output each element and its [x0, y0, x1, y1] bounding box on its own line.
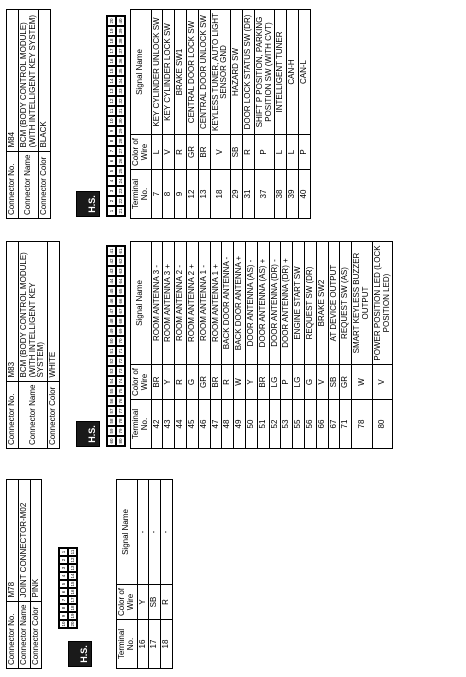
terminal-no: 17	[149, 620, 161, 669]
terminal-no: 49	[234, 400, 246, 449]
signal-name: HAZARD SW	[231, 10, 243, 135]
label-connector-color: Connector Color	[30, 601, 42, 668]
wire-color: SB	[231, 135, 243, 170]
connector-pin: 69	[116, 326, 125, 336]
connector-pin: 48	[107, 316, 116, 326]
signal-name: ROOM ANTENNA 1 +	[210, 242, 222, 365]
connector-pin: 71	[116, 346, 125, 356]
wire-color: V	[163, 135, 175, 170]
connector-pin: 4	[59, 572, 68, 580]
table-row	[352, 242, 373, 449]
connector-pin: 3	[107, 186, 116, 196]
signal-name: ROOM ANTENNA 2 -	[175, 242, 187, 365]
connector-pin: 3	[59, 564, 68, 572]
signal-name: BACK DOOR ANTENNA +	[234, 242, 246, 365]
wire-color: W	[234, 365, 246, 400]
connector-pin: 28	[116, 136, 125, 146]
connector-pin: 25	[116, 166, 125, 176]
terminal-no: 40	[298, 170, 310, 219]
wire-color: L	[287, 135, 299, 170]
connector-pin: 17	[70, 597, 75, 603]
connector-pin: 20	[107, 16, 116, 26]
connector-pin: 65	[116, 286, 125, 296]
wire-color: R	[161, 585, 173, 620]
table-row	[293, 242, 305, 449]
table-row	[175, 242, 187, 449]
connector-pin: 53	[107, 366, 116, 376]
connector-pin: 68	[116, 316, 125, 326]
terminal-no: 71	[340, 400, 352, 449]
wire-color: V	[210, 135, 231, 170]
connector-pin: 10	[61, 621, 66, 627]
terminal-no: 66	[316, 400, 328, 449]
table-row	[340, 242, 352, 449]
table-row	[175, 10, 187, 219]
terminal-no: 51	[257, 400, 269, 449]
connector-pin: 60	[107, 436, 116, 446]
wire-color: GR	[186, 135, 198, 170]
connector-pin: 57	[107, 406, 116, 416]
table-row	[316, 242, 328, 449]
connector-pin: 52	[107, 356, 116, 366]
signal-name: DOOR ANTENNA (AS) +	[257, 242, 269, 365]
connector-header-table	[6, 241, 60, 449]
table-row	[234, 242, 246, 449]
col-signal-name: Signal Name	[117, 480, 138, 585]
connector-pin: 32	[116, 96, 125, 106]
signal-name: DOOR LOCK STATUS SW (DR)	[242, 10, 254, 135]
connector-pin: 26	[116, 156, 125, 166]
wire-color: L	[151, 135, 163, 170]
connector-pin-face	[58, 547, 78, 629]
signal-name: CAN-H	[287, 10, 299, 135]
connector-pin: 76	[116, 396, 125, 406]
table-row	[198, 242, 210, 449]
connector-pin: 63	[116, 266, 125, 276]
connector-no: M83	[7, 242, 19, 382]
connector-pin: 19	[70, 613, 75, 619]
connector-pin: 13	[70, 565, 75, 571]
wire-color: SB	[328, 365, 340, 400]
terminal-no: 8	[163, 170, 175, 219]
signal-name: POWER POSITION LED (LOCK POSITION LED)	[372, 242, 393, 365]
table-row	[372, 242, 393, 449]
connector-pin: 33	[116, 86, 125, 96]
terminal-no: 52	[269, 400, 281, 449]
hs-label: H.S.	[87, 425, 97, 443]
signal-name: BRAKE SW1	[175, 10, 187, 135]
label-connector-name: Connector Name	[18, 151, 39, 218]
signal-name: REQUEST SW (AS)	[340, 242, 352, 365]
hs-label: H.S.	[79, 645, 89, 663]
connector-pin: 12	[107, 96, 116, 106]
connector-pin: 16	[107, 56, 116, 66]
connector-pin: 4	[107, 176, 116, 186]
harness-side-icon	[76, 421, 100, 447]
connector-pin: 9	[59, 612, 68, 620]
connector-pin: 7	[59, 596, 68, 604]
table-row	[210, 10, 231, 219]
connector-header-table	[6, 479, 42, 669]
connector-pin: 17	[107, 46, 116, 56]
label-connector-name: Connector Name	[18, 381, 47, 448]
connector-pin: 44	[107, 276, 116, 286]
table-row	[198, 10, 210, 219]
table-row	[163, 10, 175, 219]
wire-color: Y	[163, 365, 175, 400]
table-row	[222, 242, 234, 449]
connector-pin: 50	[107, 336, 116, 346]
table-row	[328, 242, 340, 449]
connector-pin: 37	[116, 46, 125, 56]
table-row	[245, 242, 257, 449]
label-connector-no: Connector No.	[7, 601, 19, 668]
connector-color: BLACK	[39, 10, 51, 152]
table-row	[275, 10, 287, 219]
wire-color: LG	[293, 365, 305, 400]
connector-pin: 40	[116, 16, 125, 26]
wire-color: LG	[269, 365, 281, 400]
connector-pin-face	[106, 15, 126, 217]
connector-pin: 19	[107, 26, 116, 36]
terminal-no: 56	[304, 400, 316, 449]
signal-name: KEYLESS TUNER, AUTO LIGHT SENSOR GND	[210, 10, 231, 135]
wire-color: V	[372, 365, 393, 400]
connector-pin: 27	[116, 146, 125, 156]
signal-name: KEY CYLINDER LOCK SW	[163, 10, 175, 135]
wire-color: R	[242, 135, 254, 170]
terminal-no: 45	[186, 400, 198, 449]
connector-pin: 77	[116, 406, 125, 416]
wire-color: P	[254, 135, 275, 170]
connector-pin-face	[106, 245, 126, 447]
connector-pin: 35	[116, 66, 125, 76]
connector-pin: 55	[107, 386, 116, 396]
terminal-no: 46	[198, 400, 210, 449]
hs-label: H.S.	[87, 195, 97, 213]
terminal-no: 12	[186, 170, 198, 219]
connector-pin: 58	[107, 416, 116, 426]
connector-pin: 80	[116, 436, 125, 446]
terminal-no: 38	[275, 170, 287, 219]
connector-pin: 12	[70, 557, 75, 563]
terminal-no: 44	[175, 400, 187, 449]
signal-name: DOOR ANTENNA (DR) +	[281, 242, 293, 365]
wire-color: BR	[210, 365, 222, 400]
connector-pin: 38	[116, 36, 125, 46]
connector-pin: 64	[116, 276, 125, 286]
table-row	[257, 242, 269, 449]
wire-color: P	[281, 365, 293, 400]
connector-pin: 13	[107, 86, 116, 96]
connector-pin: 5	[59, 580, 68, 588]
label-connector-no: Connector No.	[7, 381, 19, 448]
connector-pin: 56	[107, 396, 116, 406]
signal-name: ROOM ANTENNA 2 +	[186, 242, 198, 365]
connector-color: WHITE	[48, 242, 60, 382]
connector-pin: 23	[116, 186, 125, 196]
signal-name: BRAKE SW2	[316, 242, 328, 365]
connector-pin: 30	[116, 116, 125, 126]
label-connector-color: Connector Color	[39, 151, 51, 218]
connector-pin: 22	[116, 196, 125, 206]
terminal-no: 13	[198, 170, 210, 219]
connector-pin: 21	[116, 206, 125, 216]
signal-name: ROOM ANTENNA 3 +	[163, 242, 175, 365]
terminal-no: 37	[254, 170, 275, 219]
wire-color: GR	[340, 365, 352, 400]
terminal-no: 43	[163, 400, 175, 449]
connector-pin: 6	[107, 156, 116, 166]
connector-pin: 67	[116, 306, 125, 316]
connector-pin: 31	[116, 106, 125, 116]
terminal-no: 48	[222, 400, 234, 449]
table-row	[161, 480, 173, 669]
connector-pin: 18	[107, 36, 116, 46]
connector-pin: 16	[70, 589, 75, 595]
terminal-table	[116, 479, 173, 669]
terminal-no: 7	[151, 170, 163, 219]
wire-color: R	[175, 135, 187, 170]
connector-pin: 51	[107, 346, 116, 356]
signal-name: REQUEST SW (DR)	[304, 242, 316, 365]
signal-name: SHIFT P POSITION, PARKING POSITION SW (WITH CVT)	[254, 10, 275, 135]
signal-name: CENTRAL DOOR UNLOCK SW	[198, 10, 210, 135]
terminal-no: 80	[372, 400, 393, 449]
connector-pin: 70	[116, 336, 125, 346]
col-wire-color: Color of Wire	[131, 135, 152, 170]
col-terminal-no: Terminal No.	[131, 170, 152, 219]
wire-color: Y	[137, 585, 149, 620]
terminal-table	[130, 241, 393, 449]
col-terminal-no: Terminal No.	[131, 400, 152, 449]
connector-pin: 15	[70, 581, 75, 587]
connector-pin: 15	[107, 66, 116, 76]
terminal-no: 39	[287, 170, 299, 219]
wire-color: R	[175, 365, 187, 400]
wire-color: BR	[151, 365, 163, 400]
signal-name: -	[161, 480, 173, 585]
connector-pin: 20	[70, 621, 75, 627]
connector-pin: 42	[107, 256, 116, 266]
signal-name: -	[137, 480, 149, 585]
connector-pin: 9	[107, 126, 116, 136]
connector-pin: 72	[116, 356, 125, 366]
signal-name: BACK DOOR ANTENNA -	[222, 242, 234, 365]
label-connector-no: Connector No.	[7, 151, 19, 218]
label-connector-name: Connector Name	[18, 601, 30, 668]
table-row	[287, 10, 299, 219]
connector-pin: 34	[116, 76, 125, 86]
connector-pin: 5	[107, 166, 116, 176]
wire-color: R	[222, 365, 234, 400]
connector-pin: 10	[107, 116, 116, 126]
wire-color: SB	[149, 585, 161, 620]
table-row	[163, 242, 175, 449]
connector-pin: 2	[59, 556, 68, 564]
connector-pin: 75	[116, 386, 125, 396]
terminal-no: 42	[151, 400, 163, 449]
wire-color: G	[304, 365, 316, 400]
connector-header-table	[6, 9, 51, 219]
terminal-no: 16	[137, 620, 149, 669]
connector-no: M78	[7, 480, 19, 602]
connector-pin: 6	[59, 588, 68, 596]
connector-pin: 41	[107, 246, 116, 256]
signal-name: KEY CYLINDER UNLOCK SW	[151, 10, 163, 135]
table-row	[281, 242, 293, 449]
harness-side-icon	[76, 191, 100, 217]
terminal-no: 50	[245, 400, 257, 449]
table-row	[254, 10, 275, 219]
wire-color: BR	[257, 365, 269, 400]
table-row	[149, 480, 161, 669]
col-wire-color: Color of Wire	[117, 585, 138, 620]
connector-name: BCM (BODY CONTROL MODULE) (WITH INTELLIGENT KEY SYSTEM)	[18, 242, 47, 382]
signal-name: INTELLIGENT TUNER	[275, 10, 287, 135]
terminal-no: 29	[231, 170, 243, 219]
table-row	[210, 242, 222, 449]
connector-pin: 73	[116, 366, 125, 376]
connector-pin: 29	[116, 126, 125, 136]
connector-pin: 49	[107, 326, 116, 336]
connector-pin: 14	[107, 76, 116, 86]
signal-name: SMART KEYLESS BUZZER OUTPUT	[352, 242, 373, 365]
connector-pin: 8	[59, 604, 68, 612]
signal-name: ENGINE START SW	[293, 242, 305, 365]
wire-color: Y	[245, 365, 257, 400]
signal-name: ROOM ANTENNA 3 -	[151, 242, 163, 365]
terminal-no: 78	[352, 400, 373, 449]
wire-color: W	[352, 365, 373, 400]
terminal-no: 47	[210, 400, 222, 449]
connector-pin: 2	[107, 196, 116, 206]
col-signal-name: Signal Name	[131, 10, 152, 135]
terminal-no: 55	[293, 400, 305, 449]
wire-color: G	[186, 365, 198, 400]
wire-color: P	[298, 135, 310, 170]
signal-name: DOOR ANTENNA (AS) -	[245, 242, 257, 365]
connector-pin: 47	[107, 306, 116, 316]
connector-name: JOINT CONNECTOR-M02	[18, 480, 30, 602]
signal-name: ROOM ANTENNA 1 -	[198, 242, 210, 365]
terminal-no: 53	[281, 400, 293, 449]
connector-pin: 18	[70, 605, 75, 611]
table-row	[186, 10, 198, 219]
harness-side-icon	[68, 641, 92, 667]
connector-pin: 61	[116, 246, 125, 256]
col-terminal-no: Terminal No.	[117, 620, 138, 669]
connector-pin: 59	[107, 426, 116, 436]
connector-pin: 11	[107, 106, 116, 116]
table-row	[151, 10, 163, 219]
connector-pin: 43	[107, 266, 116, 276]
table-row	[151, 242, 163, 449]
wire-color: L	[275, 135, 287, 170]
table-row	[231, 10, 243, 219]
terminal-no: 31	[242, 170, 254, 219]
wire-color: V	[316, 365, 328, 400]
connector-pin: 1	[107, 206, 116, 216]
connector-pin: 54	[107, 376, 116, 386]
wire-color: GR	[198, 365, 210, 400]
connector-no: M84	[7, 10, 19, 152]
table-row	[298, 10, 310, 219]
wire-color: BR	[198, 135, 210, 170]
table-row	[304, 242, 316, 449]
table-row	[242, 10, 254, 219]
connector-pin: 8	[107, 136, 116, 146]
terminal-no: 9	[175, 170, 187, 219]
connector-name: BCM (BODY CONTROL MODULE) (WITH INTELLIGENT KEY SYSTEM)	[18, 10, 39, 152]
col-wire-color: Color of Wire	[131, 365, 152, 400]
table-row	[269, 242, 281, 449]
connector-pin: 24	[116, 176, 125, 186]
signal-name: CENTRAL DOOR LOCK SW	[186, 10, 198, 135]
connector-pin: 79	[116, 426, 125, 436]
connector-pin: 45	[107, 286, 116, 296]
signal-name: DOOR ANTENNA (DR) -	[269, 242, 281, 365]
signal-name: CAN-L	[298, 10, 310, 135]
table-row	[186, 242, 198, 449]
col-signal-name: Signal Name	[131, 242, 152, 365]
terminal-no: 18	[161, 620, 173, 669]
connector-pin: 11	[70, 549, 75, 555]
terminal-no: 67	[328, 400, 340, 449]
connector-color: PINK	[30, 480, 42, 602]
signal-name: AT DEVICE OUTPUT	[328, 242, 340, 365]
connector-pin: 66	[116, 296, 125, 306]
connector-pin: 46	[107, 296, 116, 306]
connector-pin: 1	[59, 548, 68, 556]
connector-pin: 7	[107, 146, 116, 156]
connector-pin: 62	[116, 256, 125, 266]
connector-pin: 78	[116, 416, 125, 426]
terminal-no: 18	[210, 170, 231, 219]
connector-pin: 36	[116, 56, 125, 66]
label-connector-color: Connector Color	[48, 381, 60, 448]
terminal-table	[130, 9, 311, 219]
table-row	[137, 480, 149, 669]
connector-pin: 74	[116, 376, 125, 386]
connector-pin: 39	[116, 26, 125, 36]
connector-pin: 14	[70, 573, 75, 579]
signal-name: -	[149, 480, 161, 585]
